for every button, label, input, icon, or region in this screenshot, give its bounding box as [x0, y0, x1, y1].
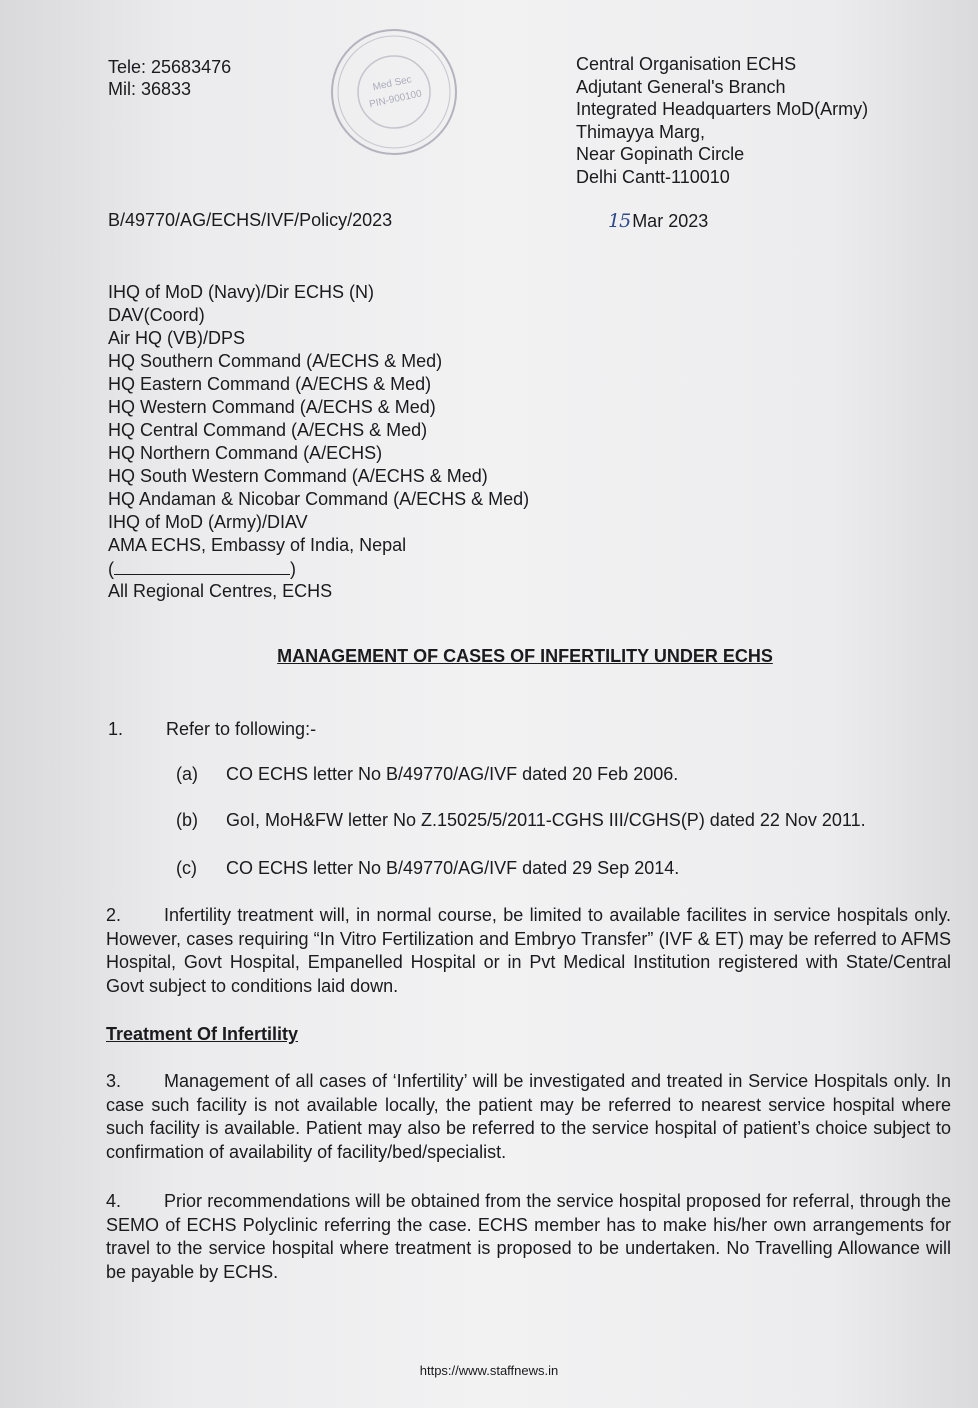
date-month-year: Mar 2023 — [632, 211, 709, 231]
sender-line: Central Organisation ECHS — [576, 54, 797, 74]
addressee: DAV(Coord) — [108, 305, 205, 325]
subject-heading: MANAGEMENT OF CASES OF INFERTILITY UNDER ECHS — [277, 646, 773, 666]
paragraph-number: 3. — [106, 1071, 122, 1091]
section-heading: Treatment Of Infertility — [106, 1024, 299, 1044]
paragraph-text: Prior recommendations will be obtained from the service hospital proposed for referral, through the SEMO of ECHS Polyclinic referring the case. ECHS member has to make his/her own arrangements for travel to the service hospital where treatment is proposed to be undertaken. No Travelling Allowance will be payable by ECHS. — [106, 1191, 951, 1282]
paragraph-text: Management of all cases of ‘Infertility’ will be investigated and treated in Service Hospitals only. In case such facility is not available locally, the patient may be referred to nearest service hospital where such facility is available. Patient may also be referred to the service hospital of patient’s choice subject to confirmation of availability of facility/bed/specialist. — [106, 1071, 951, 1162]
item-text: CO ECHS letter No B/49770/AG/IVF dated 20 Feb 2006. — [226, 764, 679, 784]
footer-url: https://www.staffnews.in — [419, 1363, 559, 1378]
sender-line: Integrated Headquarters MoD(Army) — [576, 99, 869, 119]
paragraph-number: 1. — [108, 719, 124, 739]
mil-number: Mil: 36833 — [108, 79, 192, 99]
addressee: IHQ of MoD (Army)/DIAV — [108, 512, 308, 532]
telephone-block — [108, 56, 231, 100]
blank-open-paren: ( — [108, 559, 114, 579]
addressee-list — [108, 281, 529, 603]
item-label: (b) — [176, 810, 198, 830]
tele-number: Tele: 25683476 — [108, 57, 232, 77]
reference-item-c — [176, 858, 679, 879]
paragraph-number: 2. — [106, 905, 122, 925]
addressee: All Regional Centres, ECHS — [108, 581, 333, 601]
addressee: AMA ECHS, Embassy of India, Nepal — [108, 535, 407, 555]
stamp-text-bottom: PIN-900100 — [368, 88, 423, 111]
addressee: IHQ of MoD (Navy)/Dir ECHS (N) — [108, 282, 375, 302]
blank-underline — [114, 557, 290, 575]
addressee: Air HQ (VB)/DPS — [108, 328, 246, 348]
reference-number: B/49770/AG/ECHS/IVF/Policy/2023 — [108, 210, 393, 230]
sender-address — [576, 53, 868, 188]
official-seal-stamp — [328, 26, 460, 158]
stamp-text-top: Med Sec — [371, 74, 413, 94]
item-label: (a) — [176, 764, 198, 784]
item-text: GoI, MoH&FW letter No Z.15025/5/2011-CGHS III/CGHS(P) dated 22 Nov 2011. — [226, 810, 866, 830]
handwritten-day: 15 — [608, 210, 631, 232]
paragraph-1 — [108, 719, 316, 740]
item-label: (c) — [176, 858, 197, 878]
paragraph-2 — [106, 904, 951, 998]
reference-item-a — [176, 764, 678, 785]
paragraph-text: Infertility treatment will, in normal course, be limited to available facilites in service hospitals only. However, cases requiring “In Vitro Fertilization and Embryo Transfer” (IVF & ET) may be referred to AFMS Hospital, Govt Hospital, Empanelled Hospital or in Pvt Medical Institution registered with State/Central Govt subject to conditions laid down. — [106, 905, 951, 996]
addressee: HQ Central Command (A/ECHS & Med) — [108, 420, 428, 440]
blank-close-paren: ) — [290, 559, 296, 579]
letter-date — [608, 210, 708, 232]
sender-line: Thimayya Marg, — [576, 121, 706, 142]
sender-line: Near Gopinath Circle — [576, 144, 745, 164]
addressee: HQ South Western Command (A/ECHS & Med) — [108, 466, 488, 486]
paragraph-text: Refer to following:- — [166, 719, 317, 739]
sender-line: Adjutant General's Branch — [576, 76, 786, 97]
paragraph-4 — [106, 1190, 951, 1284]
addressee: HQ Western Command (A/ECHS & Med) — [108, 397, 436, 417]
paragraph-number: 4. — [106, 1191, 122, 1211]
blank-addressee-line — [108, 557, 529, 580]
paragraph-3 — [106, 1070, 951, 1164]
addressee: HQ Andaman & Nicobar Command (A/ECHS & Med) — [108, 489, 530, 509]
sender-line: Delhi Cantt-110010 — [576, 166, 730, 187]
addressee: HQ Eastern Command (A/ECHS & Med) — [108, 374, 432, 394]
item-text: CO ECHS letter No B/49770/AG/IVF dated 29 Sep 2014. — [226, 858, 680, 878]
reference-item-b — [176, 810, 866, 831]
addressee: HQ Northern Command (A/ECHS) — [108, 443, 383, 463]
addressee: HQ Southern Command (A/ECHS & Med) — [108, 351, 443, 371]
